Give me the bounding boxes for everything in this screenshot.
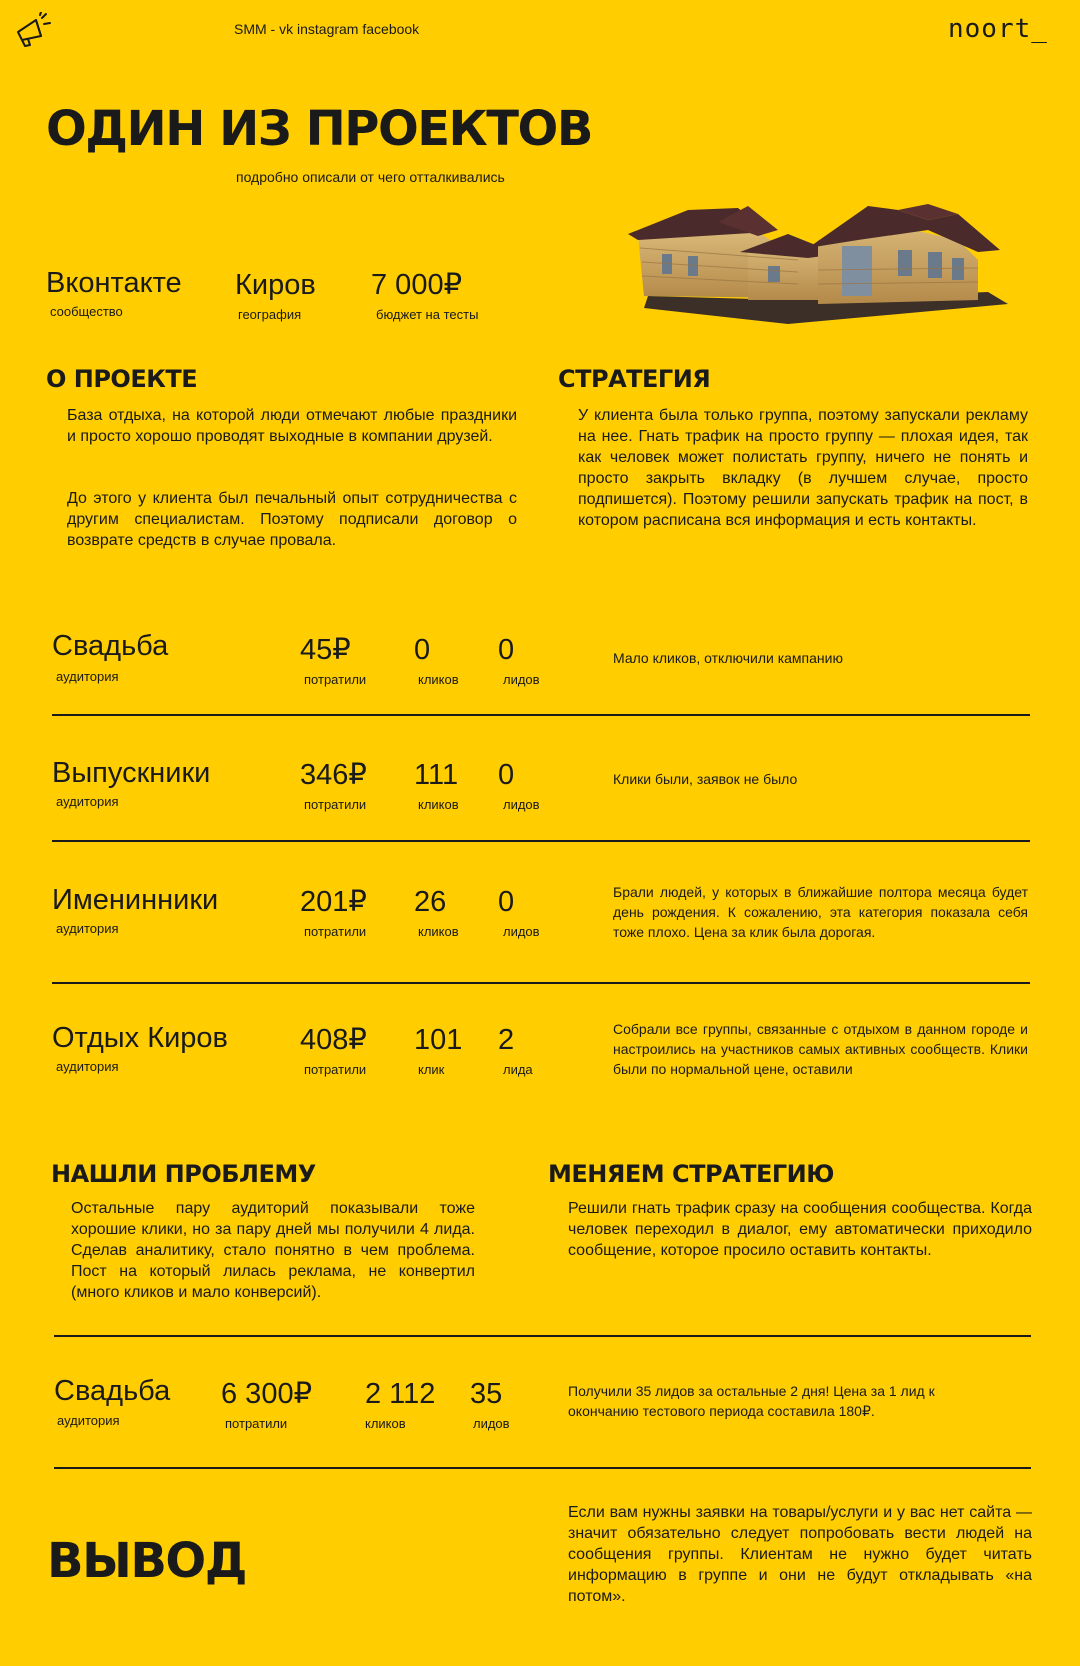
audience-label: аудитория: [56, 1059, 119, 1074]
audience-spent-label: потратили: [304, 797, 367, 812]
conclusion-paragraph: Если вам нужны заявки на товары/услуги и у вас нет сайта — значит обязательно следует попробовать вести людей на сообщения группы. Клиентам не нужно будет читать информацию в группе и они не будут откладывать «на потом».: [568, 1504, 1032, 1605]
audience-leads: 0: [498, 886, 515, 918]
stat-geo-value: Киров: [235, 269, 316, 301]
result-clicks: 2 112: [365, 1378, 436, 1410]
page-title: ОДИН ИЗ ПРОЕКТОВ: [46, 101, 592, 157]
brand-logo: noort_: [948, 14, 1048, 44]
result-leads-label: лидов: [473, 1416, 510, 1431]
row-divider: [54, 1467, 1031, 1469]
audience-leads-label: лидов: [503, 924, 540, 939]
audience-clicks-label: кликов: [418, 672, 459, 687]
audience-spent-label: потратили: [304, 924, 367, 939]
about-heading: О ПРОЕКТЕ: [46, 365, 198, 393]
megaphone-icon: [14, 12, 54, 48]
audience-spent: 408₽: [300, 1024, 367, 1056]
row-divider: [52, 840, 1030, 842]
audience-note: Клики были, заявок не было: [613, 771, 798, 787]
audience-label: аудитория: [56, 669, 119, 684]
audience-leads: 2: [498, 1024, 515, 1056]
audience-note: Брали людей, у которых в ближайшие полтора месяца будет день рождения. К сожалению, эта категория показала себя тоже плохо. Цена за клик была дорогая.: [613, 884, 1028, 940]
change-strategy-heading: МЕНЯЕМ СТРАТЕГИЮ: [548, 1160, 834, 1188]
stat-platform-value: Вконтакте: [46, 267, 182, 299]
audience-name: Выпускники: [52, 757, 211, 789]
result-leads: 35: [470, 1378, 503, 1410]
audience-name: Отдых Киров: [52, 1022, 228, 1054]
stat-platform-label: сообщество: [50, 304, 123, 319]
audience-label: аудитория: [56, 921, 119, 936]
row-divider: [54, 1335, 1031, 1337]
audience-clicks-label: кликов: [418, 797, 459, 812]
audience-label: аудитория: [56, 794, 119, 809]
audience-spent-label: потратили: [304, 672, 367, 687]
problem-paragraph: Остальные пару аудиторий показывали тоже хорошие клики, но за пару дней мы получили 4 лида. Сделав аналитику, стало понятно в чем проблема. Пост на который лилась реклама, не конвертил (много кликов и мало конверсий).: [71, 1200, 475, 1301]
audience-clicks: 101: [414, 1024, 463, 1056]
audience-spent: 45₽: [300, 634, 351, 666]
audience-leads-label: лидов: [503, 797, 540, 812]
result-audience-name: Свадьба: [54, 1375, 171, 1407]
page-subtitle: подробно описали от чего отталкивались: [236, 169, 505, 185]
change-strategy-paragraph: Решили гнать трафик сразу на сообщения сообщества. Когда человек переходил в диалог, ему автоматически приходило сообщение, которое просило оставить контакты.: [568, 1200, 1032, 1259]
result-clicks-label: кликов: [365, 1416, 406, 1431]
audience-spent-label: потратили: [304, 1062, 367, 1077]
about-paragraph-2: До этого у клиента был печальный опыт сотрудничества с другим специалистам. Поэтому подписали договор о возврате средств в случае провала.: [67, 490, 517, 549]
audience-clicks: 0: [414, 634, 431, 666]
result-spent-label: потратили: [225, 1416, 288, 1431]
audience-leads: 0: [498, 759, 515, 791]
row-divider: [52, 714, 1030, 716]
audience-leads-label: лидов: [503, 672, 540, 687]
audience-clicks-label: кликов: [418, 924, 459, 939]
header-topline: SMM - vk instagram facebook: [234, 21, 420, 37]
stat-budget-value: 7 000₽: [371, 269, 463, 301]
strategy-paragraph: У клиента была только группа, поэтому запускали рекламу на нее. Гнать трафик на просто группу — плохая идея, так как человек может полистать группу, ничего не понять и просто закрыть вкладку (в лучшем случае, просто подпишется). Поэтому решили запускать трафик на пост, в котором расписана вся информация и есть контакты.: [578, 407, 1028, 529]
audience-note: Собрали все группы, связанные с отдыхом в данном городе и настроились на участников самых активных сообществ. Клики были по нормальной цене, оставили: [613, 1021, 1028, 1077]
result-audience-label: аудитория: [57, 1413, 120, 1428]
problem-heading: НАШЛИ ПРОБЛЕМУ: [51, 1160, 316, 1188]
audience-note: Мало кликов, отключили кампанию: [613, 650, 843, 666]
strategy-heading: СТРАТЕГИЯ: [558, 365, 711, 393]
audience-clicks: 111: [414, 759, 459, 791]
audience-name: Именинники: [52, 884, 219, 916]
audience-leads-label: лида: [503, 1062, 533, 1077]
audience-clicks: 26: [414, 886, 447, 918]
stat-geo-label: география: [238, 307, 302, 322]
result-spent: 6 300₽: [221, 1378, 313, 1410]
result-note: Получили 35 лидов за остальные 2 дня! Цена за 1 лид к окончанию тестового периода составила 180₽.: [568, 1383, 935, 1419]
stat-budget-label: бюджет на тесты: [376, 307, 479, 322]
about-paragraph-1: База отдыха, на которой люди отмечают любые праздники и просто хорошо проводят выходные в компании друзей.: [67, 407, 517, 445]
conclusion-heading: ВЫВОД: [47, 1533, 246, 1589]
audience-spent: 346₽: [300, 759, 367, 791]
audience-clicks-label: клик: [418, 1062, 445, 1077]
audience-name: Свадьба: [52, 630, 169, 662]
row-divider: [52, 982, 1030, 984]
audience-spent: 201₽: [300, 886, 367, 918]
audience-leads: 0: [498, 634, 515, 666]
log-house-picture: [628, 200, 1028, 328]
